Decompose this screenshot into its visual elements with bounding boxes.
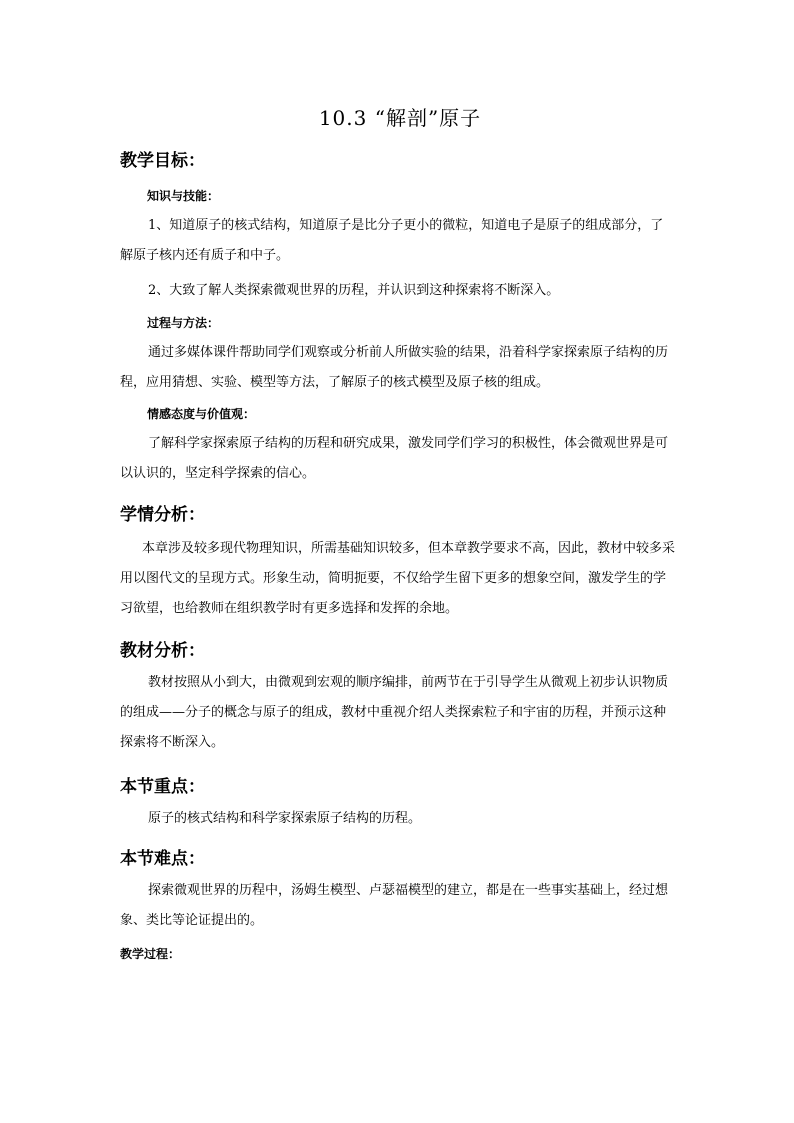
keypoint-text: 原子的核式结构和科学家探索原子结构的历程。 <box>148 811 422 826</box>
knowledge-label: 知识与技能： <box>147 189 220 203</box>
knowledge-item-1: 1、知道原子的核式结构，知道原子是比分子更小的微粒，知道电子是原子的组成部分，了解原子核内还有质子和中子。 <box>120 218 664 263</box>
difficulty-text: 探索微观世界的历程中，汤姆生模型、卢瑟福模型的建立，都是在一些事实基础上，经过想象、类比等论证提出的。 <box>120 883 669 928</box>
teaching-process-label: 教学过程： <box>120 947 181 961</box>
knowledge-item-2: 2、大致了解人类探索微观世界的历程，并认识到这种探索将不断深入。 <box>148 283 560 298</box>
process-label: 过程与方法： <box>147 316 220 330</box>
emotion-label: 情感态度与价值观： <box>147 407 256 421</box>
emotion-text: 了解科学家探索原子结构的历程和研究成果，激发同学们学习的积极性，体会微观世界是可以认识的，坚定科学探索的信心。 <box>120 436 669 481</box>
page-title: 10.3 “解剖”原子 <box>318 106 482 130</box>
difficulty-heading: 本节难点： <box>120 849 205 869</box>
keypoint-heading: 本节重点： <box>120 777 205 797</box>
material-text: 教材按照从小到大，由微观到宏观的顺序编排，前两节在于引导学生从微观上初步认识物质的组成——分子的概念与原子的组成，教材中重视介绍人类探索粒子和宇宙的历程，并预示这种探索将不断深入。 <box>120 675 669 750</box>
material-heading: 教材分析： <box>120 641 205 661</box>
objectives-heading: 教学目标： <box>120 151 205 171</box>
process-text: 通过多媒体课件帮助同学们观察或分析前人所做实验的结果，沿着科学家探索原子结构的历程，应用猜想、实验、模型等方法，了解原子的核式模型及原子核的组成。 <box>120 345 669 390</box>
learner-heading: 学情分析： <box>120 505 205 525</box>
learner-text: 本章涉及较多现代物理知识，所需基础知识较多，但本章教学要求不高，因此，教材中较多采用以图代文的呈现方式。形象生动，简明扼要，不仅给学生留下更多的想象空间，激发学生的学习欲望，也给教师在组织教学时有更多选择和发挥的余地。 <box>120 541 676 616</box>
